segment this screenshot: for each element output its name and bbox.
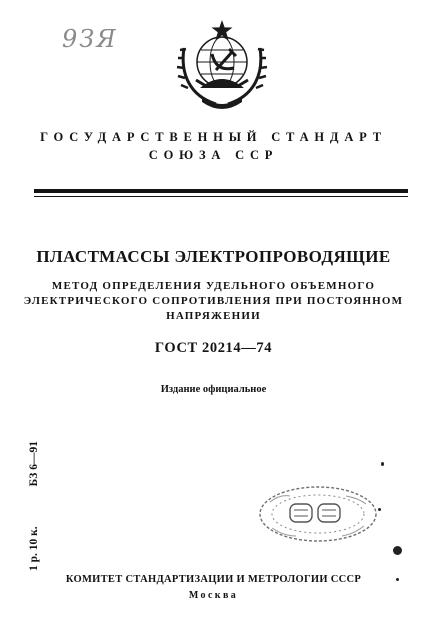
ink-speck bbox=[381, 462, 384, 466]
document-subtitle bbox=[0, 279, 427, 324]
document-title: ПЛАСТМАССЫ ЭЛЕКТРОПРОВОДЯЩИЕ bbox=[36, 247, 391, 266]
footer-committee: КОМИТЕТ СТАНДАРТИЗАЦИИ И МЕТРОЛОГИИ СССР bbox=[65, 574, 362, 585]
subtitle-line-3: НАПРЯЖЕНИИ bbox=[166, 310, 261, 322]
library-stamp-icon bbox=[256, 482, 380, 546]
divider-thick bbox=[34, 189, 408, 193]
subtitle-line-2: ЭЛЕКТРИЧЕСКОГО СОПРОТИВЛЕНИЯ ПРИ ПОСТОЯННОМ bbox=[23, 295, 404, 307]
header-ussr: СОЮЗА ССР bbox=[148, 148, 279, 162]
footer-city: Москва bbox=[188, 590, 239, 601]
divider-thin bbox=[34, 196, 408, 197]
gost-number: ГОСТ 20214—74 bbox=[154, 340, 273, 356]
code-label: БЗ 6—91 bbox=[28, 441, 40, 487]
ink-speck bbox=[393, 546, 402, 555]
header-state-standard: ГОСУДАРСТВЕННЫЙ СТАНДАРТ bbox=[40, 130, 387, 144]
edition-label: Издание официальное bbox=[160, 384, 267, 395]
handwritten-note: 9ЗЯ bbox=[62, 25, 118, 53]
ink-speck bbox=[378, 508, 381, 511]
subtitle-line-1: МЕТОД ОПРЕДЕЛЕНИЯ УДЕЛЬНОГО ОБЪЕМНОГО bbox=[51, 280, 376, 292]
state-emblem-icon bbox=[176, 18, 268, 112]
price-label: 1 р. 10 к. bbox=[28, 526, 40, 571]
side-price-note bbox=[23, 422, 45, 590]
